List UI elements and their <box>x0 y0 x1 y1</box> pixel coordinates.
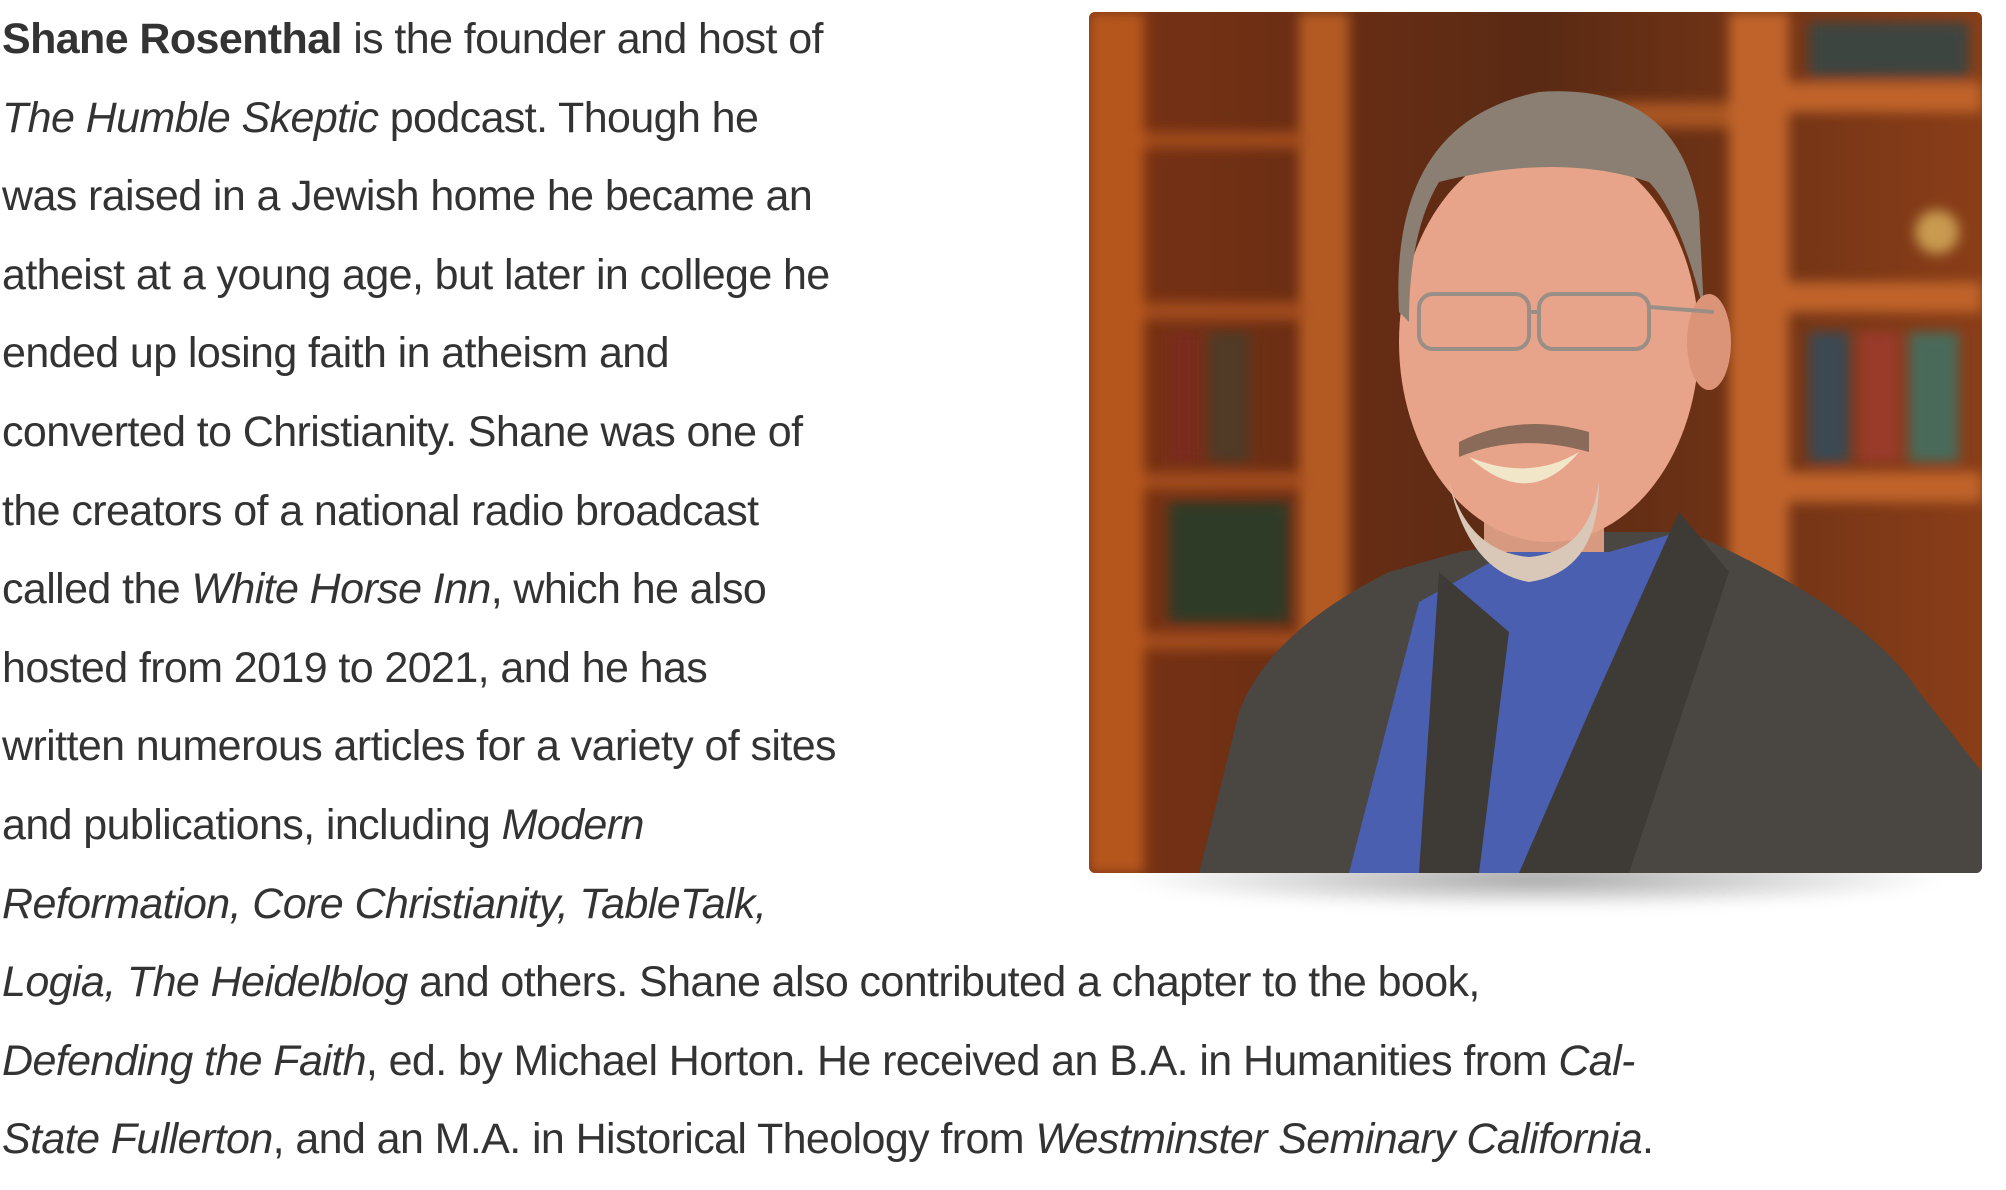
bio-text-run: is the founder and host of <box>341 15 823 63</box>
bio-text-run: hosted from 2019 to 2021, and he has <box>2 643 708 692</box>
person-name: Shane Rosenthal <box>2 15 342 63</box>
bio-text-run: and others. Shane also contributed a chapter to the book, <box>407 958 1480 1007</box>
italic-title: Cal- <box>1558 1036 1635 1085</box>
bio-text-run: converted to Christianity. Shane was one of <box>2 407 803 456</box>
bio-text-run: and publications, including <box>2 800 502 849</box>
bio-text-run: , which he also <box>490 565 767 614</box>
bio-line <box>2 1022 1653 1101</box>
bio-text-run: atheist at a young age, but later in college he <box>2 250 830 299</box>
italic-title: State Fullerton <box>2 1115 273 1164</box>
italic-title: Reformation, Core Christianity, TableTalk, <box>2 879 767 928</box>
italic-title: White Horse Inn <box>191 565 491 614</box>
bio-text-run: , and an M.A. in Historical Theology from <box>272 1115 1036 1164</box>
bio-text-run: the creators of a national radio broadcast <box>2 486 759 535</box>
portrait-photo <box>1089 12 1982 873</box>
bio-line <box>2 1100 1653 1179</box>
bio-text-run: was raised in a Jewish home he became an <box>2 172 813 221</box>
bio-text-run: written numerous articles for a variety of sites <box>2 722 836 771</box>
bio-line <box>2 943 1653 1022</box>
bio-text-run: , ed. by Michael Horton. He received an B.A. in Humanities from <box>365 1036 1559 1085</box>
italic-title: Defending the Faith <box>2 1036 366 1085</box>
bio-text-run: ended up losing faith in atheism and <box>2 329 669 378</box>
portrait-photo-frame <box>1089 12 1982 873</box>
italic-title: Modern <box>501 800 644 849</box>
italic-title: Logia, The Heidelblog <box>2 958 408 1007</box>
bio-text-run: . <box>1642 1115 1654 1164</box>
bio-text-run: called the <box>2 565 192 614</box>
italic-title: Westminster Seminary California <box>1035 1115 1643 1164</box>
bio-text-run: podcast. Though he <box>378 93 759 142</box>
italic-title: The Humble Skeptic <box>2 93 379 142</box>
